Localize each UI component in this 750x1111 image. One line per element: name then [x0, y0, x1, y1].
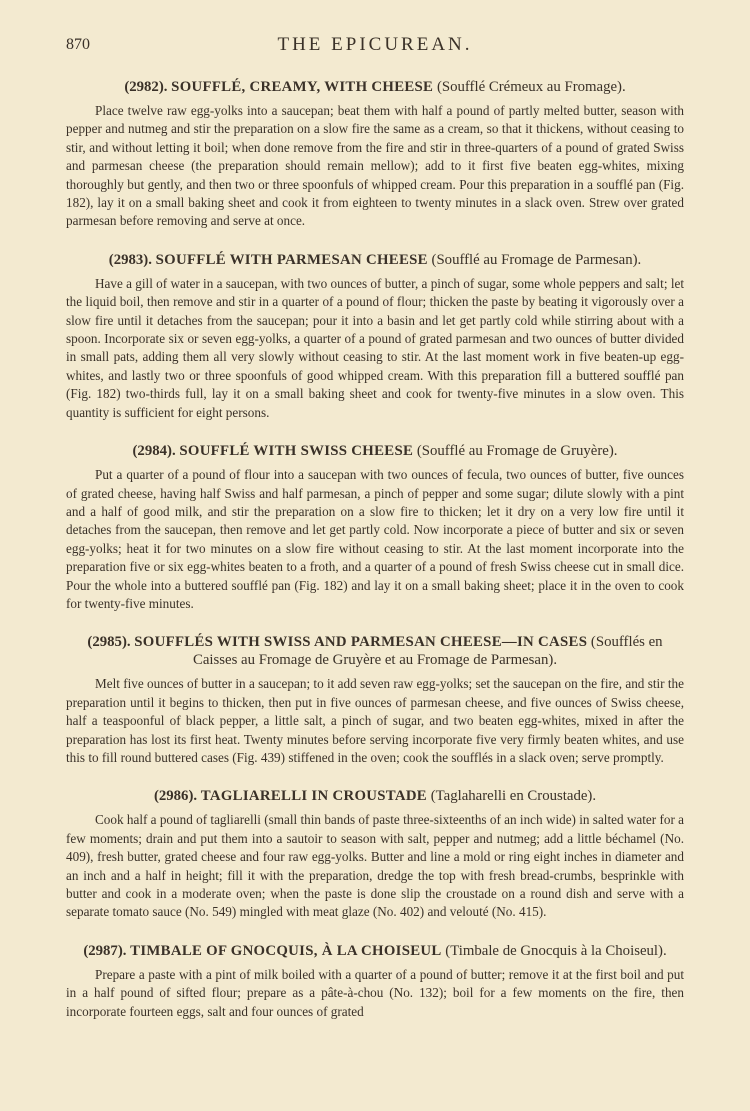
- recipe-number: (2982).: [124, 79, 168, 95]
- recipe-2983: [66, 251, 684, 422]
- recipe-number: (2984).: [132, 443, 176, 460]
- recipe-title: TAGLIARELLI IN CROUSTADE: [200, 788, 427, 805]
- recipe-heading: [66, 251, 684, 269]
- recipe-body: Have a gill of water in a saucepan, with two ounces of butter, a pinch of sugar, some whole peppers and salt; let the liquid boil, then remove and stir in a quarter of a pound of flour; thicken the paste by beating it vigorously over a slow fire until it detaches from the saucepan; pour it into a basin and let get partly cold while stirring about with a spoon. Incorporate six or seven egg-yolks, a quarter of a pound of grated parmesan and two ounces of butter divided in small pats, adding them all very slowly without ceasing to stir. At the last moment work in five beaten-up egg-whites, and lastly two or three spoonfuls of good whipped cream. With this preparation fill a buttered soufflé pan (Fig. 182) two-thirds full, lay it on a small baking sheet and cook for twenty-five minutes in a slow oven. This quantity is sufficient for eight persons.: [66, 275, 684, 420]
- recipe-heading: [66, 78, 684, 96]
- recipe-2984: [66, 442, 684, 613]
- recipe-french-title: (Soufflé au Fromage de Gruyère).: [416, 443, 618, 460]
- recipe-french-title: (Soufflés en Caisses au Fromage de Gruyère et au Fromage de Parmesan).: [192, 634, 663, 669]
- recipe-number: (2985).: [87, 634, 131, 651]
- recipe-heading: [66, 942, 684, 960]
- recipe-number: (2986).: [153, 788, 198, 805]
- recipe-body: Place twelve raw egg-yolks into a saucepan; beat them with half a pound of partly melted butter, season with pepper and nutmeg and stir the preparation on a slow fire the same as a cream, so that it thickens, without ceasing to stir, and without letting it boil; when done remove from the fire and stir in three-quarters of a pound of grated Swiss and parmesan cheese (the preparation should remain mellow); add to it first five beaten egg-whites, mixing thoroughly but gently, and then two or three spoonfuls of whipped cream. Pour this preparation in a soufflé pan (Fig. 182), lay it on a small baking sheet and cook it from eighteen to twenty minutes in a slack oven. Strew over grated parmesan before removing and serve at once.: [66, 103, 684, 229]
- running-head: [66, 28, 684, 68]
- recipe-heading: [66, 787, 684, 805]
- running-title: THE EPICUREAN.: [277, 34, 473, 55]
- recipe-french-title: (Timbale de Gnocquis à la Choiseul).: [445, 942, 667, 959]
- recipe-body: Put a quarter of a pound of flour into a saucepan with two ounces of fecula, two ounces of butter, five ounces of grated cheese, having half Swiss and half parmesan, a pinch of pepper and some sugar; dilute slowly with a pint and a half of good milk, and stir the preparation on a slow fire to thicken; let it dry on a very low fire until it detaches from the saucepan, then remove and let get partly cold. Now incorporate a piece of butter and six or seven egg-yolks; heat it for two minutes on a slow fire without ceasing to stir. At the last moment incorporate into the preparation five or six egg-whites beaten to a froth, and a quarter of a pound of fresh Swiss cheese cut in small dice. Pour the whole into a buttered soufflé pan (Fig. 182) and lay it on a small baking sheet; place it in the oven to cook for twenty-five minutes.: [66, 467, 684, 611]
- recipe-title: SOUFFLÉ, CREAMY, WITH CHEESE: [171, 79, 434, 95]
- recipe-number: (2983).: [108, 251, 152, 268]
- recipe-heading: [66, 633, 684, 669]
- recipe-body: Melt five ounces of butter in a saucepan; to it add seven raw egg-yolks; set the saucepan on the fire, and stir the preparation until it begins to thicken, then put in five ounces of parmesan cheese, and five ounces of Swiss cheese, half a teaspoonful of black pepper, a little salt, a pinch of sugar, and two beaten egg-whites, mixed in after the preparation has lost its first heat. Twenty minutes before serving incorporate five very firmly beaten whites, and use this to fill round buttered cases (Fig. 439) stiffened in the oven; cook the soufflés in a slack oven; serve promptly.: [66, 676, 684, 765]
- recipe-title: TIMBALE OF GNOCQUIS, À LA CHOISEUL: [130, 942, 442, 959]
- recipe-number: (2987).: [83, 942, 127, 959]
- recipe-body: Prepare a paste with a pint of milk boiled with a quarter of a pound of butter; remove it at the first boil and put in a half pound of sifted flour; prepare as a pâte-à-chou (No. 132); boil for a few moments on the fire, then incorporate fourteen eggs, salt and four ounces of grated: [66, 966, 684, 1019]
- recipe-body: Cook half a pound of tagliarelli (small thin bands of paste three-sixteenths of an inch wide) in salted water for a few moments; drain and put them into a sautoir to season with salt, pepper and nutmeg; add a little béchamel (No. 409), fresh butter, grated cheese and four raw egg-yolks. Butter and line a mold or ring eight inches in diameter and an inch and a half in height; fill it with the preparation, dredge the top with fresh bread-crumbs, besprinkle with butter and cook in a moderate oven; when the paste is done slip the croustade on a round dish and serve with a separate tomato sauce (No. 549) mingled with meat glaze (No. 402) and velouté (No. 415).: [66, 812, 684, 920]
- recipe-french-title: (Soufflé au Fromage de Parmesan).: [431, 251, 642, 268]
- recipe-2987: [66, 942, 684, 1021]
- recipe-2982: [66, 78, 684, 231]
- recipe-2986: [66, 787, 684, 921]
- recipe-title: SOUFFLÉ WITH PARMESAN CHEESE: [155, 251, 428, 268]
- recipe-title: SOUFFLÉ WITH SWISS CHEESE: [179, 443, 414, 460]
- recipe-2985: [66, 633, 684, 767]
- recipe-french-title: (Taglaharelli en Croustade).: [430, 788, 597, 805]
- page-number: 870: [66, 36, 90, 53]
- recipe-french-title: (Soufflé Crémeux au Fromage).: [436, 79, 626, 95]
- recipe-heading: [66, 442, 684, 460]
- recipe-title: SOUFFLÉS WITH SWISS AND PARMESAN CHEESE—IN CASES: [134, 634, 588, 651]
